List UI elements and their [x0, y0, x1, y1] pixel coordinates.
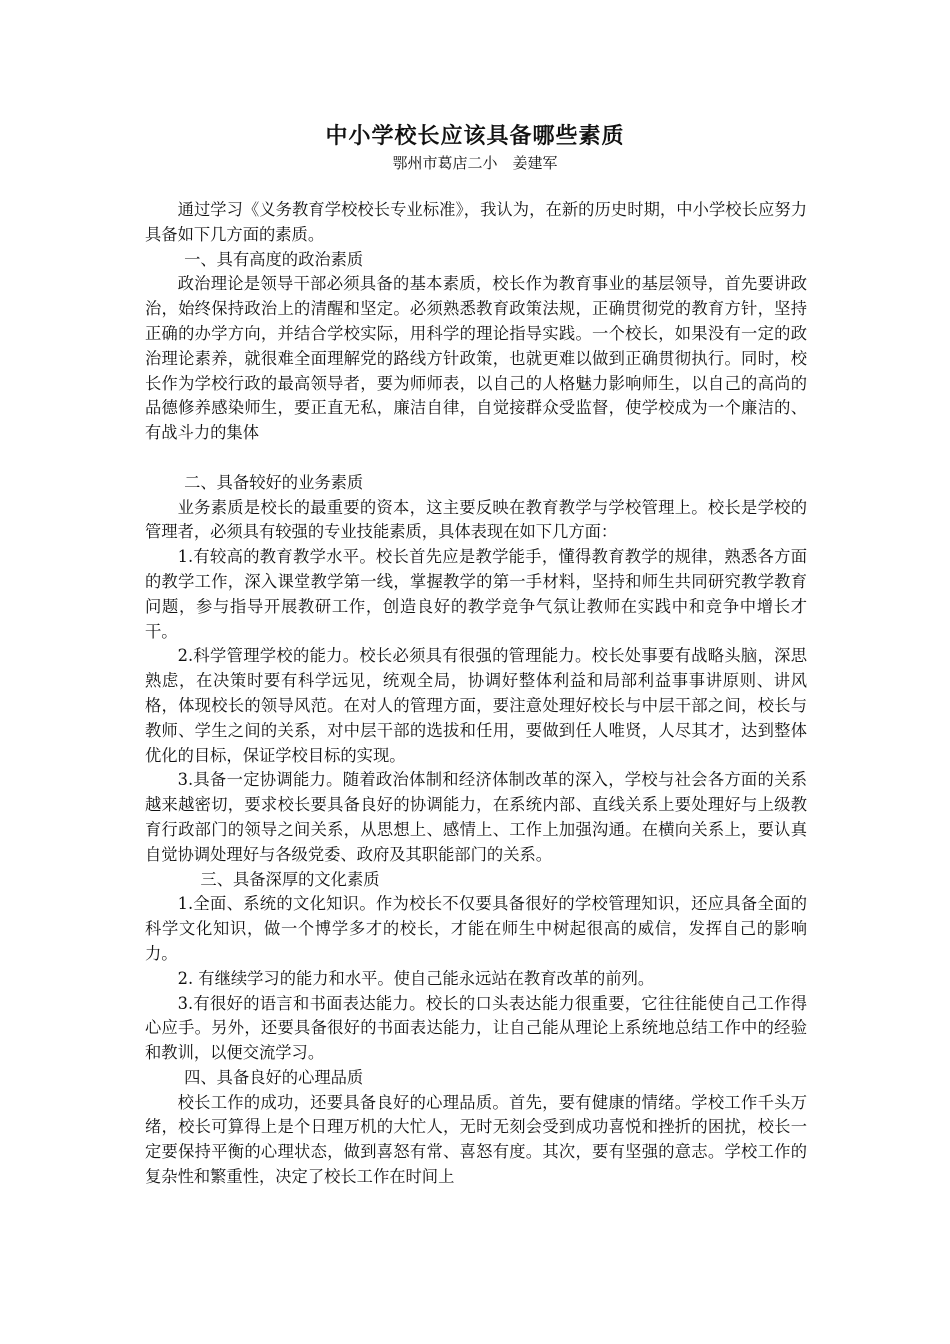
list-item-paragraph: 1.全面、系统的文化知识。作为校长不仅要具备很好的学校管理知识，还应具备全面的科学文化知识，做一个博学多才的校长，才能在师生中树起很高的威信，发挥自己的影响力。	[145, 894, 807, 963]
document-body	[145, 198, 807, 1190]
section-heading-4: 四、具备良好的心理品质	[184, 1067, 364, 1087]
section-heading-1: 一、具有高度的政治素质	[184, 249, 364, 269]
body-paragraph: 校长工作的成功，还要具备良好的心理品质。首先，要有健康的情绪。学校工作千头万绪，校长可算得上是个日理万机的大忙人，无时无刻会受到成功喜悦和挫折的困扰，校长一定要保持平衡的心理状态，做到喜怒有常、喜怒有度。其次，要有坚强的意志。学校工作的复杂性和繁重性，决定了校长工作在时间上	[145, 1092, 807, 1187]
document-title: 中小学校长应该具备哪些素质	[325, 123, 625, 149]
intro-paragraph: 通过学习《义务教育学校校长专业标准》，我认为，在新的历史时期，中小学校长应努力具备如下几方面的素质。	[145, 200, 807, 244]
list-item-paragraph: 2. 有继续学习的能力和水平。使自己能永远站在教育改革的前列。	[177, 968, 655, 988]
section-heading-2: 二、具备较好的业务素质	[184, 472, 364, 492]
list-item-paragraph: 3.有很好的语言和书面表达能力。校长的口头表达能力很重要，它往往能使自己工作得心应手。另外，还要具备很好的书面表达能力，让自己能从理论上系统地总结工作中的经验和教训，以便交流学习。	[145, 993, 807, 1063]
list-item-paragraph: 2.科学管理学校的能力。校长必须具有很强的管理能力。校长处事要有战略头脑，深思熟虑，在决策时要有科学远见，统观全局，协调好整体利益和局部利益事事讲原则、讲风格，体现校长的领导风范。在对人的管理方面，要注意处理好校长与中层干部之间，校长与教师、学生之间的关系，对中层干部的选拔和任用，要做到任人唯贤，人尽其才，达到整体优化的目标，保证学校目标的实现。	[145, 646, 807, 765]
document-author: 鄂州市葛店二小 姜建军	[392, 154, 558, 172]
section-heading-3: 三、具备深厚的文化素质	[200, 869, 380, 889]
list-item-paragraph: 3.具备一定协调能力。随着政治体制和经济体制改革的深入，学校与社会各方面的关系越来越密切，要求校长要具备良好的协调能力，在系统内部、直线关系上要处理好与上级教育行政部门的领导之间关系，从思想上、感情上、工作上加强沟通。在横向关系上，要认真自觉协调处理好与各级党委、政府及其职能部门的关系。	[145, 770, 807, 864]
body-paragraph: 业务素质是校长的最重要的资本，这主要反映在教育教学与学校管理上。校长是学校的管理者，必须具有较强的专业技能素质，具体表现在如下几方面：	[145, 497, 807, 542]
list-item-paragraph: 1.有较高的教育教学水平。校长首先应是教学能手，懂得教育教学的规律，熟悉各方面的教学工作，深入课堂教学第一线，掌握教学的第一手材料，坚持和师生共同研究教学教育问题，参与指导开展教研工作，创造良好的教学竞争气氛让教师在实践中和竞争中增长才干。	[145, 547, 807, 641]
body-paragraph: 政治理论是领导干部必须具备的基本素质，校长作为教育事业的基层领导，首先要讲政治，始终保持政治上的清醒和坚定。必须熟悉教育政策法规，正确贯彻党的教育方针，坚持正确的办学方向，并结合学校实际，用科学的理论指导实践。一个校长，如果没有一定的政治理论素养，就很难全面理解党的路线方针政策，也就更难以做到正确贯彻执行。同时，校长作为学校行政的最高领导者，要为师师表，以自己的人格魅力影响师生，以自己的高尚的品德修养感染师生，要正直无私，廉洁自律，自觉接群众受监督，使学校成为一个廉洁的、有战斗力的集体	[145, 274, 807, 443]
